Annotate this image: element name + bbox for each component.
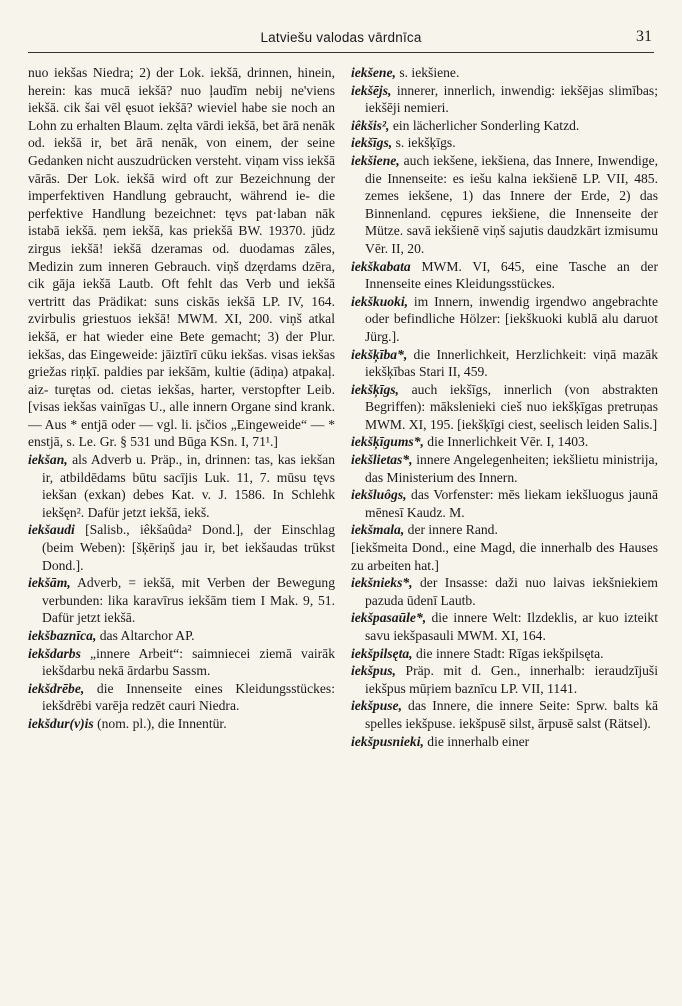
entry-headword: iekšlietas*, — [351, 452, 413, 468]
entry-headword: iekšnieks*, — [351, 575, 413, 591]
dictionary-entry — [351, 346, 658, 381]
entry-headword: iekšīgs, — [351, 135, 393, 151]
entry-text: das Vorfenster: mēs liekam iekšluogus jaunā mēnesī Kaudz. M. — [365, 487, 658, 520]
entry-headword: iekšene, — [351, 65, 396, 80]
entry-text: s. iekšķīgs. — [392, 135, 456, 151]
dictionary-entry — [351, 381, 658, 434]
dictionary-entry — [351, 697, 658, 732]
entry-headword: iekšām, — [28, 575, 71, 591]
entry-text: Präp. mit d. Gen., innerhalb: ieraudzījuši iekšpus mūŗiem baznīcu LP. VII, 1141. — [365, 663, 658, 696]
entry-headword: iekšpusnieki, — [351, 733, 424, 749]
dictionary-columns — [28, 64, 658, 986]
dictionary-entry — [351, 733, 658, 751]
entry-text: Adverb, = iekšā, mit Verben der Bewegung verbunden: lika karavīrus iekšām tiem I Mak. 9, 51. Dafür jetzt iekšā. — [42, 575, 335, 626]
entry-text: die Innenseite eines Kleidungsstückes: iekšdrēbi varēja redzēt cauri Niedra. — [42, 680, 335, 714]
entry-text: die innerhalb einer — [423, 733, 530, 749]
dictionary-entry — [351, 521, 658, 539]
dictionary-entry — [351, 82, 658, 117]
dictionary-entry — [28, 521, 335, 574]
entry-text: als Adverb u. Präp., in, drinnen: tas, kas iekšan ir, atbildēdams būtu sacījis Luk. 11, 7. mūsu tęvs iekšan (exkan) debes Kat. v. J. 1586. In Schlehk iekšęn². Dafür jetzt iekšā, iekš. — [42, 452, 335, 520]
page-header — [28, 30, 654, 53]
dictionary-entry — [351, 662, 658, 697]
entry-text: auch iekšīgs, innerlich (von abstrakten Begriffen): mākslenieki cieš nuo iekšķīgas pretruņas MWM. XI, 195. [iekšķīgi ciest, seelisch leiden Salis.] — [365, 381, 658, 432]
entry-text: s. iekšiene. — [395, 65, 460, 80]
entry-text: der innere Rand. — [404, 522, 498, 538]
dictionary-entry — [351, 609, 658, 644]
dictionary-entry — [351, 117, 658, 135]
dictionary-entry — [351, 645, 658, 663]
entry-text: die innere Welt: Ilzdeklis, ar kuo izteikt savu iekšpasauli MWM. XI, 164. — [365, 610, 658, 643]
dictionary-entry — [28, 645, 335, 680]
entry-text: nuo iekšas Niedra; 2) der Lok. iekšā, drinnen, hinein, herein: kas mucā iekšā? nuo ļaudīm nebij ne'viens iekšā. cik šai vēl ęsuot iekšā? wieviel habe sie noch an Lohn zu erhalten Blaum. zęlta vārdi iekšā, bet ārā nenāk od. iekšā ir, bet ārā nenāk, von einem, der seine Gedanken nicht auszudrücken versteht. viņam viss iekšā vārās. Der Lok. iekšā wird oft zur Bezeichnung der imperfektiven Handlung gebraucht, während ie- die perfektive Handlung bezeichnet: tęvs pat·laban nāk istabā iekšā. ņem iekšā, kas priekšā BW. 19370. jūdz zirgus iekšā! iekšā dzeramas od. duodamas zāles, Medizin zum inneren Gebrauch. viņš dzęrdams dzēra, cik gāja iekšā Lautb. Oft fehlt das Verb und iekšā vertritt das Prädikat: suns ciskās iekšā LP. IV, 164. zvirbulis griestuos iekšā! MWM. XI, 200. viņš atkal iekšā, er hat wieder eine Bete gemacht; 3) der Plur. iekšas, das Eingeweide: jāiztīrī cūku iekšas. visas iekšas griežas riņķī. paldies par iekšām, kultie (ādiņa) atpakaļ. aiz- turętas od. cietas iekšas, harter, verstopfter Leib. [visas iekšas vainīgas U., alle innern Organe sind krank. — Aus * entjā oder — vgl. li. įsčios „Eingeweide“ — * enstjā, s. Le. Gr. § 531 und Būga KSn. I, 71¹.] — [28, 65, 335, 450]
entry-headword: iekšķība*, — [351, 346, 408, 362]
entry-headword: iekšdrēbe, — [28, 680, 85, 696]
dictionary-entry — [351, 539, 658, 574]
entry-headword: iekškabata — [351, 258, 411, 274]
entry-headword: iekškuoki, — [351, 293, 409, 309]
running-title: Latviešu valodas vārdnīca — [260, 30, 422, 45]
entry-text: (nom. pl.), die Innentür. — [93, 715, 227, 731]
dictionary-entry — [28, 627, 335, 645]
dictionary-entry — [351, 293, 658, 346]
entry-text: [iekšmeita Dond., eine Magd, die innerhalb des Hauses zu arbeiten hat.] — [351, 540, 658, 573]
entry-headword: iêkšis², — [351, 117, 390, 133]
entry-text: im Innern, inwendig irgendwo angebrachte oder befindliche Hölzer: [iekškuoki kublā alu daruot Jürg.]. — [365, 293, 658, 344]
dictionary-entry — [351, 258, 658, 293]
entry-headword: iekšpuse, — [351, 698, 402, 714]
entry-text: MWM. VI, 645, eine Tasche an der Innenseite eines Kleidungsstückes. — [365, 258, 658, 292]
entry-headword: iekšpus, — [351, 663, 396, 679]
entry-text: das Innere, die innere Seite: Sprw. balts kā spelles iekšpuse. iekšpusē silst, ārpusē salst (Rätsel). — [365, 698, 658, 731]
dictionary-entry — [351, 134, 658, 152]
page-number: 31 — [636, 28, 652, 45]
dictionary-entry — [351, 152, 658, 258]
dictionary-entry — [28, 64, 335, 451]
entry-headword: iekšbaznīca, — [28, 628, 97, 643]
entry-headword: iekšan, — [28, 452, 68, 468]
entry-headword: iekšmala, — [351, 522, 405, 538]
entry-text: „innere Arbeit“: saimniecei ziemā vairāk iekšdarbu nekā ārdarbu Sassm. — [42, 645, 335, 679]
dictionary-entry — [28, 715, 335, 733]
entry-text: innere Angelegenheiten; iekšlietu ministrija, das Ministerium des Innern. — [365, 452, 658, 485]
entry-headword: iekšķīgs, — [351, 381, 399, 397]
entry-text: die Innerlichkeit, Herzlichkeit: viņā mazāk iekšķības Stari II, 459. — [365, 346, 658, 380]
dictionary-entry — [351, 574, 658, 609]
dictionary-entry — [351, 64, 658, 82]
entry-text: der Insasse: daži nuo laivas iekšniekiem pazuda ūdenī Lautb. — [365, 575, 658, 608]
entry-headword: iekšpilsęta, — [351, 645, 413, 661]
entry-text: innerer, innerlich, inwendig: iekšējas slimības; iekšēji nemieri. — [365, 82, 658, 116]
dictionary-entry — [28, 451, 335, 521]
entry-headword: iekšaudi — [28, 522, 75, 538]
entry-headword: iekšpasaūle*, — [351, 610, 427, 626]
entry-headword: iekšiene, — [351, 152, 400, 168]
entry-text: das Altarchor AP. — [96, 628, 195, 643]
dictionary-entry — [28, 680, 335, 715]
dictionary-entry — [351, 486, 658, 521]
entry-headword: iekšdur(v)is — [28, 715, 94, 731]
dictionary-entry — [351, 433, 658, 451]
dictionary-entry — [28, 574, 335, 627]
entry-text: auch iekšene, iekšiena, das Innere, Inwendige, die Innenseite: es iešu kalna iekšienē LP. VII, 485. zemes iekšene, 1) das Innere der Erde, 2) das Binnenland. cępures iekšiene, die Innenseite der Mütze. savā iekšienē viņš sajutis daudzkārt izmisumu Vēr. II, 20. — [365, 152, 658, 256]
entry-headword: iekšdarbs — [28, 645, 81, 661]
entry-headword: iekšējs, — [351, 82, 392, 98]
entry-text: die Innerlichkeit Vēr. I, 1403. — [423, 434, 589, 450]
entry-text: die innere Stadt: Rīgas iekšpilsęta. — [412, 645, 604, 661]
entry-text: ein lächerlicher Sonderling Katzd. — [389, 117, 580, 133]
dictionary-entry — [351, 451, 658, 486]
entry-headword: iekšķīgums*, — [351, 434, 424, 450]
entry-text: [Salisb., iêkšaûda² Dond.], der Einschlag (beim Weben): [šķēriņš jau ir, bet iekšaudas trūkst Dond.]. — [42, 522, 335, 573]
right-column — [351, 64, 658, 986]
entry-headword: iekšluôgs, — [351, 487, 407, 503]
left-column — [28, 64, 335, 986]
